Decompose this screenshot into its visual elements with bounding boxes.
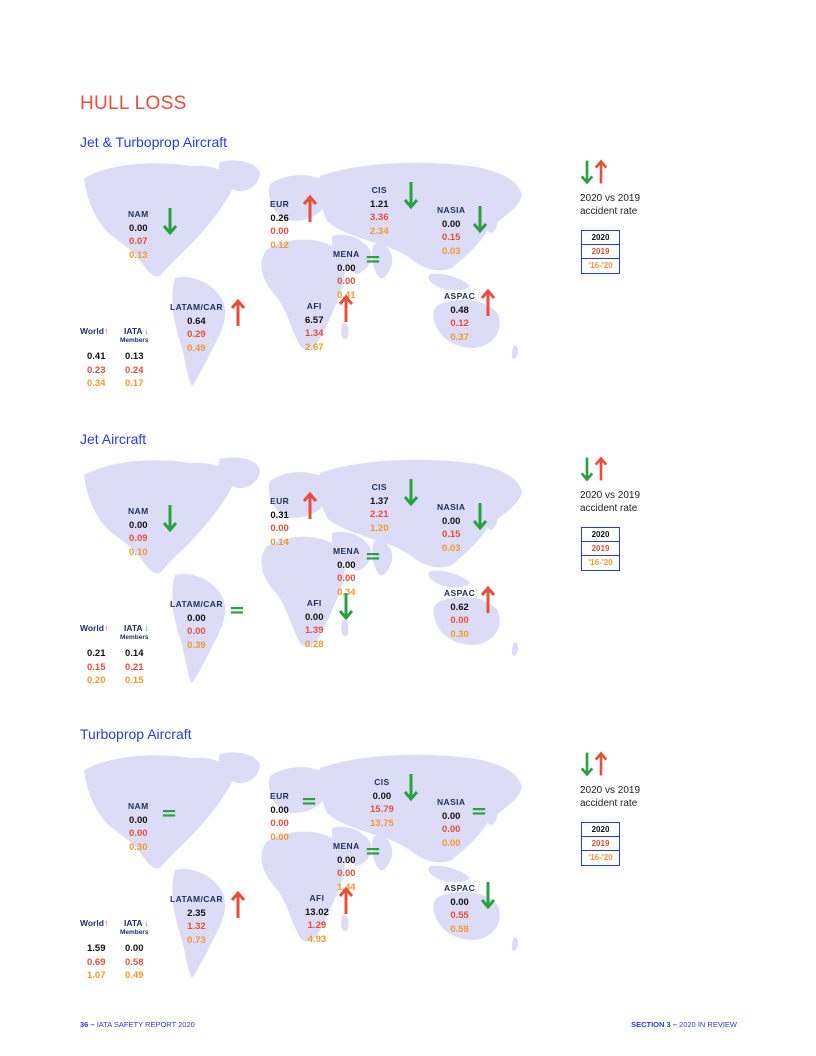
world-iata-header	[80, 623, 149, 633]
region-values	[128, 208, 149, 262]
world-rate-2020: 1.59	[87, 943, 106, 954]
rate-2016-2020: 0.30	[129, 841, 148, 853]
legend-down-icon	[580, 455, 594, 483]
rate-2019: 3.36	[370, 212, 389, 223]
legend-2016-2020: '16-'20	[588, 558, 613, 567]
footer-report-name: IATA SAFETY REPORT 2020	[96, 1020, 195, 1029]
rate-2019: 1.34	[305, 328, 324, 339]
footer-right	[631, 1020, 737, 1029]
legend-2020: 2020	[582, 823, 619, 837]
rate-2019: 0.00	[337, 868, 356, 879]
rate-2016-2020: 0.34	[337, 586, 356, 598]
rate-2020: 13.02	[305, 906, 329, 918]
trend-up-icon	[480, 288, 496, 323]
rate-2016-2020: 4.93	[307, 933, 327, 945]
iata-label-group	[124, 326, 149, 336]
rate-2016-2020: 0.30	[450, 628, 469, 640]
region-values	[170, 598, 223, 652]
rate-2020: 1.21	[370, 198, 389, 210]
iata-rate-2020: 0.13	[125, 351, 144, 362]
iata-label: IATA	[124, 918, 143, 928]
trend-down-icon	[403, 772, 419, 807]
region-latam	[170, 598, 223, 652]
trend-equal-icon	[162, 806, 176, 824]
rate-2019: 0.00	[270, 818, 289, 829]
page-title: HULL LOSS	[80, 93, 187, 114]
rate-2020: 0.00	[305, 611, 324, 623]
rate-2016-2020: 0.37	[450, 331, 469, 343]
rate-2016-2020: 2.67	[305, 341, 324, 353]
region-nam	[128, 208, 149, 262]
rate-2020: 0.00	[270, 804, 289, 816]
region-name: EUR	[270, 791, 290, 801]
region-name: NAM	[128, 506, 149, 516]
region-values	[437, 796, 465, 850]
region-name: EUR	[270, 199, 290, 209]
rate-2016-2020: 0.58	[450, 923, 469, 935]
region-name: AFI	[309, 893, 325, 903]
trend-up-icon	[230, 890, 246, 925]
legend-year-key	[581, 230, 620, 274]
region-values	[437, 204, 465, 258]
region-name: NAM	[128, 209, 149, 219]
rate-2020: 0.00	[441, 810, 461, 822]
trend-equal-icon	[472, 804, 486, 822]
rate-2016-2020: 0.00	[441, 837, 461, 849]
rate-2020: 2.35	[187, 907, 206, 919]
world-label: World	[80, 918, 104, 928]
iata-label-group	[124, 623, 149, 633]
iata-label: IATA	[124, 623, 143, 633]
trend-up-icon	[302, 194, 318, 229]
rate-2016-2020: 0.39	[187, 639, 206, 651]
trend-equal-icon	[366, 252, 380, 270]
region-name: NAM	[128, 801, 149, 811]
region-name: ASPAC	[444, 291, 476, 301]
world-values	[87, 350, 106, 391]
region-nam	[128, 505, 149, 559]
world-values	[87, 942, 106, 983]
legend-2019: 2019	[582, 245, 619, 259]
footer-left	[80, 1020, 195, 1029]
region-name: NASIA	[437, 205, 466, 215]
rate-2019: 0.00	[270, 226, 289, 237]
region-name: LATAM/CAR	[170, 894, 223, 904]
rate-2019: 0.55	[450, 910, 469, 921]
rate-2020: 0.00	[129, 814, 148, 826]
hull-loss-section	[0, 726, 816, 1016]
rate-2016-2020: 0.41	[337, 289, 356, 301]
iata-values	[125, 350, 144, 391]
rate-2019: 0.00	[337, 573, 356, 584]
iata-values	[125, 942, 144, 983]
legend-year-key	[581, 527, 620, 571]
region-name: NASIA	[437, 797, 466, 807]
rate-2019: 1.32	[187, 921, 206, 932]
trend-down-icon	[403, 180, 419, 215]
region-cis	[370, 776, 394, 830]
rate-2016-2020: 0.14	[270, 536, 289, 548]
world-rate-2016-2020: 0.20	[87, 675, 106, 686]
world-rate-2019: 0.69	[87, 956, 106, 968]
rate-2019: 0.09	[129, 533, 148, 544]
trend-down-icon	[472, 501, 488, 536]
footer-dash: –	[672, 1020, 677, 1029]
footer-dash: –	[90, 1020, 95, 1029]
legend-arrows-icon	[580, 455, 608, 488]
region-afi	[305, 597, 324, 651]
region-name: MENA	[333, 546, 360, 556]
region-name: AFI	[306, 598, 322, 608]
iata-rate-2016-2020: 0.49	[125, 970, 144, 981]
footer-page-number: 36	[80, 1020, 89, 1029]
rate-2016-2020: 0.03	[441, 245, 461, 257]
trend-up-icon	[230, 298, 246, 333]
rate-2016-2020: 2.34	[370, 225, 389, 237]
legend-2020: 2020	[582, 528, 619, 542]
rate-2016-2020: 0.73	[187, 934, 206, 946]
region-nasia	[437, 796, 465, 850]
region-nasia	[437, 204, 465, 258]
region-values	[444, 882, 475, 936]
rate-2016-2020: 13.75	[370, 817, 394, 829]
iata-rate-2019: 0.58	[125, 956, 144, 968]
legend-2019: 2019	[582, 542, 619, 556]
region-nasia	[437, 501, 465, 555]
world-label: World	[80, 623, 104, 633]
world-values	[87, 647, 106, 688]
world-rate-2016-2020: 0.34	[87, 378, 106, 389]
region-values	[128, 800, 149, 854]
trend-up-icon	[338, 886, 354, 921]
rate-2019: 0.15	[441, 232, 461, 243]
trend-down-icon	[162, 206, 178, 241]
trend-equal-icon	[366, 844, 380, 862]
footer-section-label: SECTION 3	[631, 1020, 671, 1029]
region-cis	[370, 184, 389, 238]
section-title: Jet Aircraft	[80, 431, 147, 447]
legend-year-key	[581, 822, 620, 866]
region-nam	[128, 800, 149, 854]
rate-2020: 0.62	[450, 601, 469, 613]
region-latam	[170, 301, 223, 355]
iata-rate-2020: 0.14	[125, 648, 144, 659]
rate-2020: 0.00	[337, 854, 356, 866]
region-afi	[305, 300, 324, 354]
iata-trend-down-icon: ↓	[142, 623, 149, 633]
legend-down-icon	[580, 158, 594, 186]
region-cis	[370, 481, 389, 535]
world-label: World	[80, 326, 104, 336]
legend-2020: 2020	[582, 231, 619, 245]
region-values	[305, 597, 324, 651]
rate-2016-2020: 0.10	[129, 546, 148, 558]
trend-up-icon	[480, 585, 496, 620]
world-trend-up-icon: ↑	[103, 326, 109, 336]
region-values	[370, 184, 389, 238]
rate-2019: 0.00	[187, 626, 206, 637]
iata-rate-2020: 0.00	[125, 943, 144, 954]
members-label: Members	[120, 929, 149, 936]
rate-2016-2020: 0.28	[305, 638, 324, 650]
rate-2020: 0.48	[450, 304, 469, 316]
world-iata-header	[80, 918, 149, 928]
region-values	[437, 501, 465, 555]
rate-2016-2020: 1.44	[337, 881, 356, 893]
region-name: AFI	[306, 301, 322, 311]
iata-trend-down-icon: ↓	[142, 326, 149, 336]
rate-2020: 0.00	[337, 559, 356, 571]
rate-2019: 0.00	[441, 824, 461, 835]
rate-2020: 0.64	[187, 315, 206, 327]
rate-2020: 0.00	[441, 515, 461, 527]
rate-2020: 0.00	[129, 222, 148, 234]
hull-loss-section	[0, 134, 816, 424]
rate-2016-2020: 0.03	[441, 542, 461, 554]
region-eur	[270, 198, 289, 252]
region-name: MENA	[333, 841, 360, 851]
trend-down-icon	[472, 204, 488, 239]
region-values	[370, 776, 394, 830]
rate-2020: 0.31	[270, 509, 289, 521]
iata-label-group	[124, 918, 149, 928]
region-values	[305, 892, 329, 946]
legend-2016-2020: '16-'20	[588, 261, 613, 270]
rate-2019: 2.21	[370, 509, 389, 520]
region-values	[128, 505, 149, 559]
region-name: LATAM/CAR	[170, 302, 223, 312]
trend-down-icon	[162, 503, 178, 538]
rate-2020: 0.00	[450, 896, 469, 908]
rate-2019: 15.79	[370, 804, 394, 815]
rate-2016-2020: 0.13	[129, 249, 148, 261]
members-label: Members	[120, 337, 149, 344]
trend-equal-icon	[230, 603, 244, 621]
rate-2020: 0.26	[270, 212, 289, 224]
rate-2016-2020: 0.49	[187, 342, 206, 354]
region-values	[444, 290, 475, 344]
rate-2020: 0.00	[337, 262, 356, 274]
region-name: NASIA	[437, 502, 466, 512]
rate-2020: 0.00	[187, 612, 206, 624]
legend-up-icon	[594, 750, 608, 778]
section-title: Turboprop Aircraft	[80, 726, 192, 742]
region-values	[305, 300, 324, 354]
iata-values	[125, 647, 144, 688]
rate-2019: 0.12	[450, 318, 469, 329]
rate-2019: 0.29	[187, 329, 206, 340]
region-name: MENA	[333, 249, 360, 259]
region-values	[370, 481, 389, 535]
trend-equal-icon	[366, 549, 380, 567]
rate-2019: 0.07	[129, 236, 148, 247]
rate-2019: 0.00	[450, 615, 469, 626]
rate-2020: 1.37	[370, 495, 389, 507]
legend-up-icon	[594, 455, 608, 483]
iata-label: IATA	[124, 326, 143, 336]
section-title: Jet & Turboprop Aircraft	[80, 134, 228, 150]
trend-equal-icon	[302, 794, 316, 812]
iata-rate-2016-2020: 0.17	[125, 378, 144, 389]
region-afi	[305, 892, 329, 946]
legend-arrows-icon	[580, 750, 608, 783]
legend-2016-2020: '16-'20	[588, 853, 613, 862]
legend-up-icon	[594, 158, 608, 186]
world-rate-2019: 0.15	[87, 661, 106, 673]
trend-down-icon	[338, 591, 354, 626]
rate-2019: 1.29	[307, 920, 327, 931]
region-values	[170, 301, 223, 355]
iata-rate-2019: 0.21	[125, 661, 144, 673]
rate-2020: 0.00	[372, 790, 392, 802]
world-rate-2020: 0.41	[87, 351, 106, 362]
legend-caption: 2020 vs 2019 accident rate	[580, 785, 641, 809]
rate-2016-2020: 1.20	[370, 522, 389, 534]
rate-2019: 0.00	[270, 523, 289, 534]
rate-2020: 0.00	[441, 218, 461, 230]
region-name: LATAM/CAR	[170, 599, 223, 609]
iata-rate-2019: 0.24	[125, 364, 144, 376]
region-aspac	[444, 587, 475, 641]
trend-down-icon	[403, 477, 419, 512]
trend-down-icon	[480, 880, 496, 915]
region-aspac	[444, 882, 475, 936]
region-values	[270, 790, 289, 844]
legend-2019: 2019	[582, 837, 619, 851]
region-values	[270, 198, 289, 252]
region-eur	[270, 790, 289, 844]
rate-2019: 0.00	[337, 276, 356, 287]
region-name: ASPAC	[444, 883, 476, 893]
iata-rate-2016-2020: 0.15	[125, 675, 144, 686]
legend-arrows-icon	[580, 158, 608, 191]
world-trend-up-icon: ↑	[103, 918, 109, 928]
region-name: CIS	[374, 777, 390, 787]
legend-caption: 2020 vs 2019 accident rate	[580, 490, 641, 514]
rate-2016-2020: 0.12	[270, 239, 289, 251]
footer-section-name: 2020 IN REVIEW	[679, 1020, 737, 1029]
trend-up-icon	[338, 294, 354, 329]
members-label: Members	[120, 634, 149, 641]
rate-2019: 1.39	[305, 625, 324, 636]
hull-loss-section	[0, 431, 816, 721]
rate-2016-2020: 0.00	[270, 831, 289, 843]
region-name: CIS	[371, 185, 387, 195]
world-rate-2019: 0.23	[87, 364, 106, 376]
legend-down-icon	[580, 750, 594, 778]
iata-trend-down-icon: ↓	[142, 918, 149, 928]
world-rate-2016-2020: 1.07	[87, 970, 106, 981]
region-latam	[170, 893, 223, 947]
rate-2020: 6.57	[305, 314, 324, 326]
region-aspac	[444, 290, 475, 344]
rate-2019: 0.00	[129, 828, 148, 839]
rate-2020: 0.00	[129, 519, 148, 531]
region-eur	[270, 495, 289, 549]
region-values	[444, 587, 475, 641]
region-name: ASPAC	[444, 588, 476, 598]
region-values	[170, 893, 223, 947]
legend-caption: 2020 vs 2019 accident rate	[580, 193, 641, 217]
region-name: CIS	[371, 482, 387, 492]
world-rate-2020: 0.21	[87, 648, 106, 659]
rate-2019: 0.15	[441, 529, 461, 540]
region-values	[270, 495, 289, 549]
world-iata-header	[80, 326, 149, 336]
region-name: EUR	[270, 496, 290, 506]
world-trend-up-icon: ↑	[103, 623, 109, 633]
trend-up-icon	[302, 491, 318, 526]
